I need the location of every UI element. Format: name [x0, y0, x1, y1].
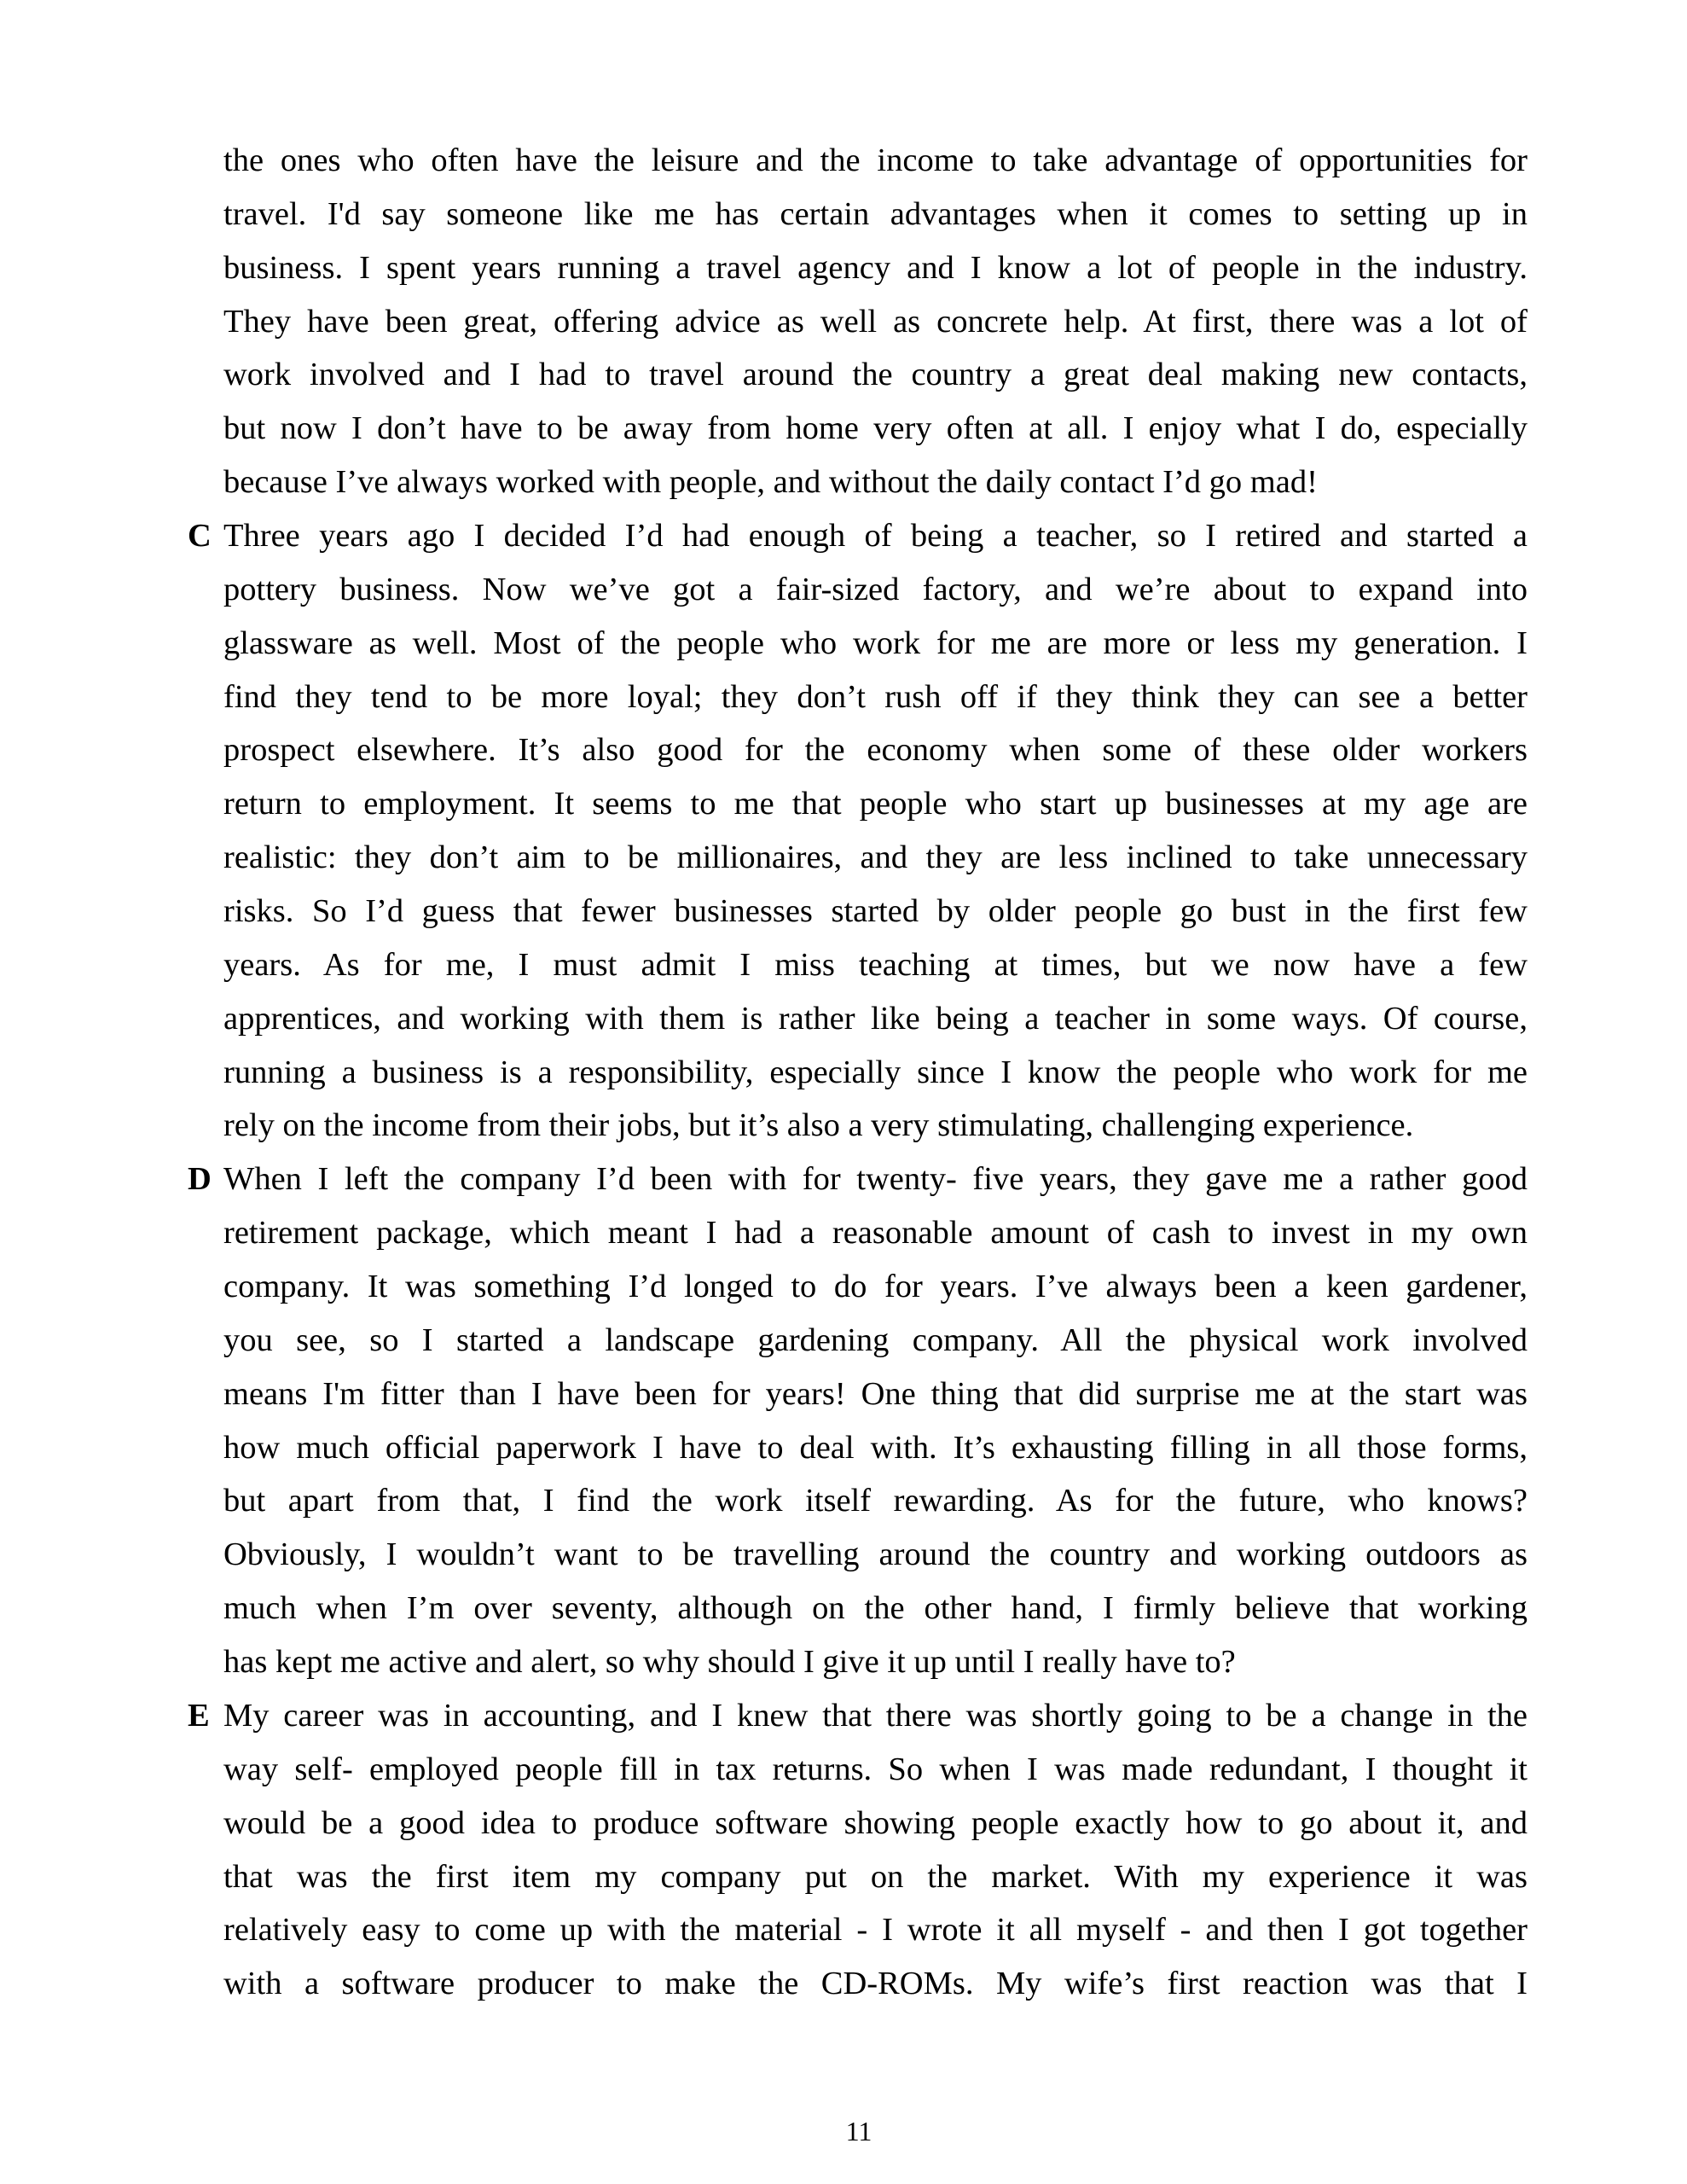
text-line: that was the first item my company put on the market. With my experience it was: [223, 1858, 1528, 1895]
text-line: business. I spent years running a travel agency and I know a lot of people in the industry.: [223, 249, 1528, 286]
text-line: travel. I'd say someone like me has certain advantages when it comes to setting up in: [223, 195, 1528, 232]
text-line: When I left the company I’d been with for twenty- five years, they gave me a rather good: [223, 1161, 1528, 1198]
paragraph-label-d: D: [188, 1161, 212, 1198]
text-line: glassware as well. Most of the people who work for me are more or less my generation. I: [223, 624, 1528, 661]
text-line: prospect elsewhere. It’s also good for the economy when some of these older workers: [223, 732, 1528, 769]
text-line: would be a good idea to produce software showing people exactly how to go about it, and: [223, 1804, 1528, 1841]
paragraph-d: [188, 1153, 1528, 1689]
paragraph-b-continuation: [223, 134, 1528, 509]
text-line: way self- employed people fill in tax returns. So when I was made redundant, I thought it: [223, 1751, 1528, 1787]
text-line: has kept me active and alert, so why should I give it up until I really have to?: [223, 1644, 1236, 1681]
text-column: [188, 134, 1528, 2011]
text-line: My career was in accounting, and I knew that there was shortly going to be a change in the: [223, 1697, 1528, 1734]
text-line: much when I’m over seventy, although on the other hand, I firmly believe that working: [223, 1590, 1528, 1627]
text-line: with a software producer to make the CD-ROMs. My wife’s first reaction was that I: [223, 1966, 1528, 2002]
text-line: Three years ago I decided I’d had enough of being a teacher, so I retired and started a: [223, 518, 1528, 555]
text-line: company. It was something I’d longed to do for years. I’ve always been a keen gardener,: [223, 1269, 1528, 1305]
text-line: Obviously, I wouldn’t want to be travelling around the country and working outdoors as: [223, 1536, 1528, 1573]
text-line: but now I don’t have to be away from home very often at all. I enjoy what I do, especially: [223, 410, 1528, 447]
text-line: return to employment. It seems to me that people who start up businesses at my age are: [223, 786, 1528, 822]
text-line: running a business is a responsibility, especially since I know the people who work for me: [223, 1054, 1528, 1090]
text-line: realistic: they don’t aim to be millionaires, and they are less inclined to take unnecessary: [223, 839, 1528, 876]
text-line: years. As for me, I must admit I miss teaching at times, but we now have a few: [223, 946, 1528, 983]
paragraph-label-e: E: [188, 1697, 210, 1734]
text-line: retirement package, which meant I had a reasonable amount of cash to invest in my own: [223, 1215, 1528, 1252]
text-line: how much official paperwork I have to deal with. It’s exhausting filling in all those forms,: [223, 1429, 1528, 1466]
paragraph-label-c: C: [188, 518, 212, 555]
text-line: work involved and I had to travel around the country a great deal making new contacts,: [223, 357, 1528, 393]
text-line: because I’ve always worked with people, and without the daily contact I’d go mad!: [223, 464, 1318, 501]
text-line: the ones who often have the leisure and the income to take advantage of opportunities for: [223, 142, 1528, 178]
paragraph-e: [188, 1689, 1528, 2011]
text-line: risks. So I’d guess that fewer businesses started by older people go bust in the first few: [223, 893, 1528, 930]
text-line: relatively easy to come up with the material - I wrote it all myself - and then I got together: [223, 1912, 1528, 1949]
text-line: means I'm fitter than I have been for years! One thing that did surprise me at the start was: [223, 1375, 1528, 1412]
text-line: find they tend to be more loyal; they don’t rush off if they think they can see a better: [223, 678, 1528, 715]
page-number: 11: [845, 2116, 872, 2146]
text-line: you see, so I started a landscape gardening company. All the physical work involved: [223, 1321, 1528, 1358]
text-line: pottery business. Now we’ve got a fair-sized factory, and we’re about to expand into: [223, 571, 1528, 607]
text-line: They have been great, offering advice as well as concrete help. At first, there was a lot of: [223, 303, 1528, 340]
text-line: apprentices, and working with them is rather like being a teacher in some ways. Of course,: [223, 1000, 1528, 1037]
paragraph-c: [188, 509, 1528, 1153]
text-line: but apart from that, I find the work itself rewarding. As for the future, who knows?: [223, 1483, 1528, 1519]
text-line: rely on the income from their jobs, but it’s also a very stimulating, challenging experience.: [223, 1107, 1414, 1144]
